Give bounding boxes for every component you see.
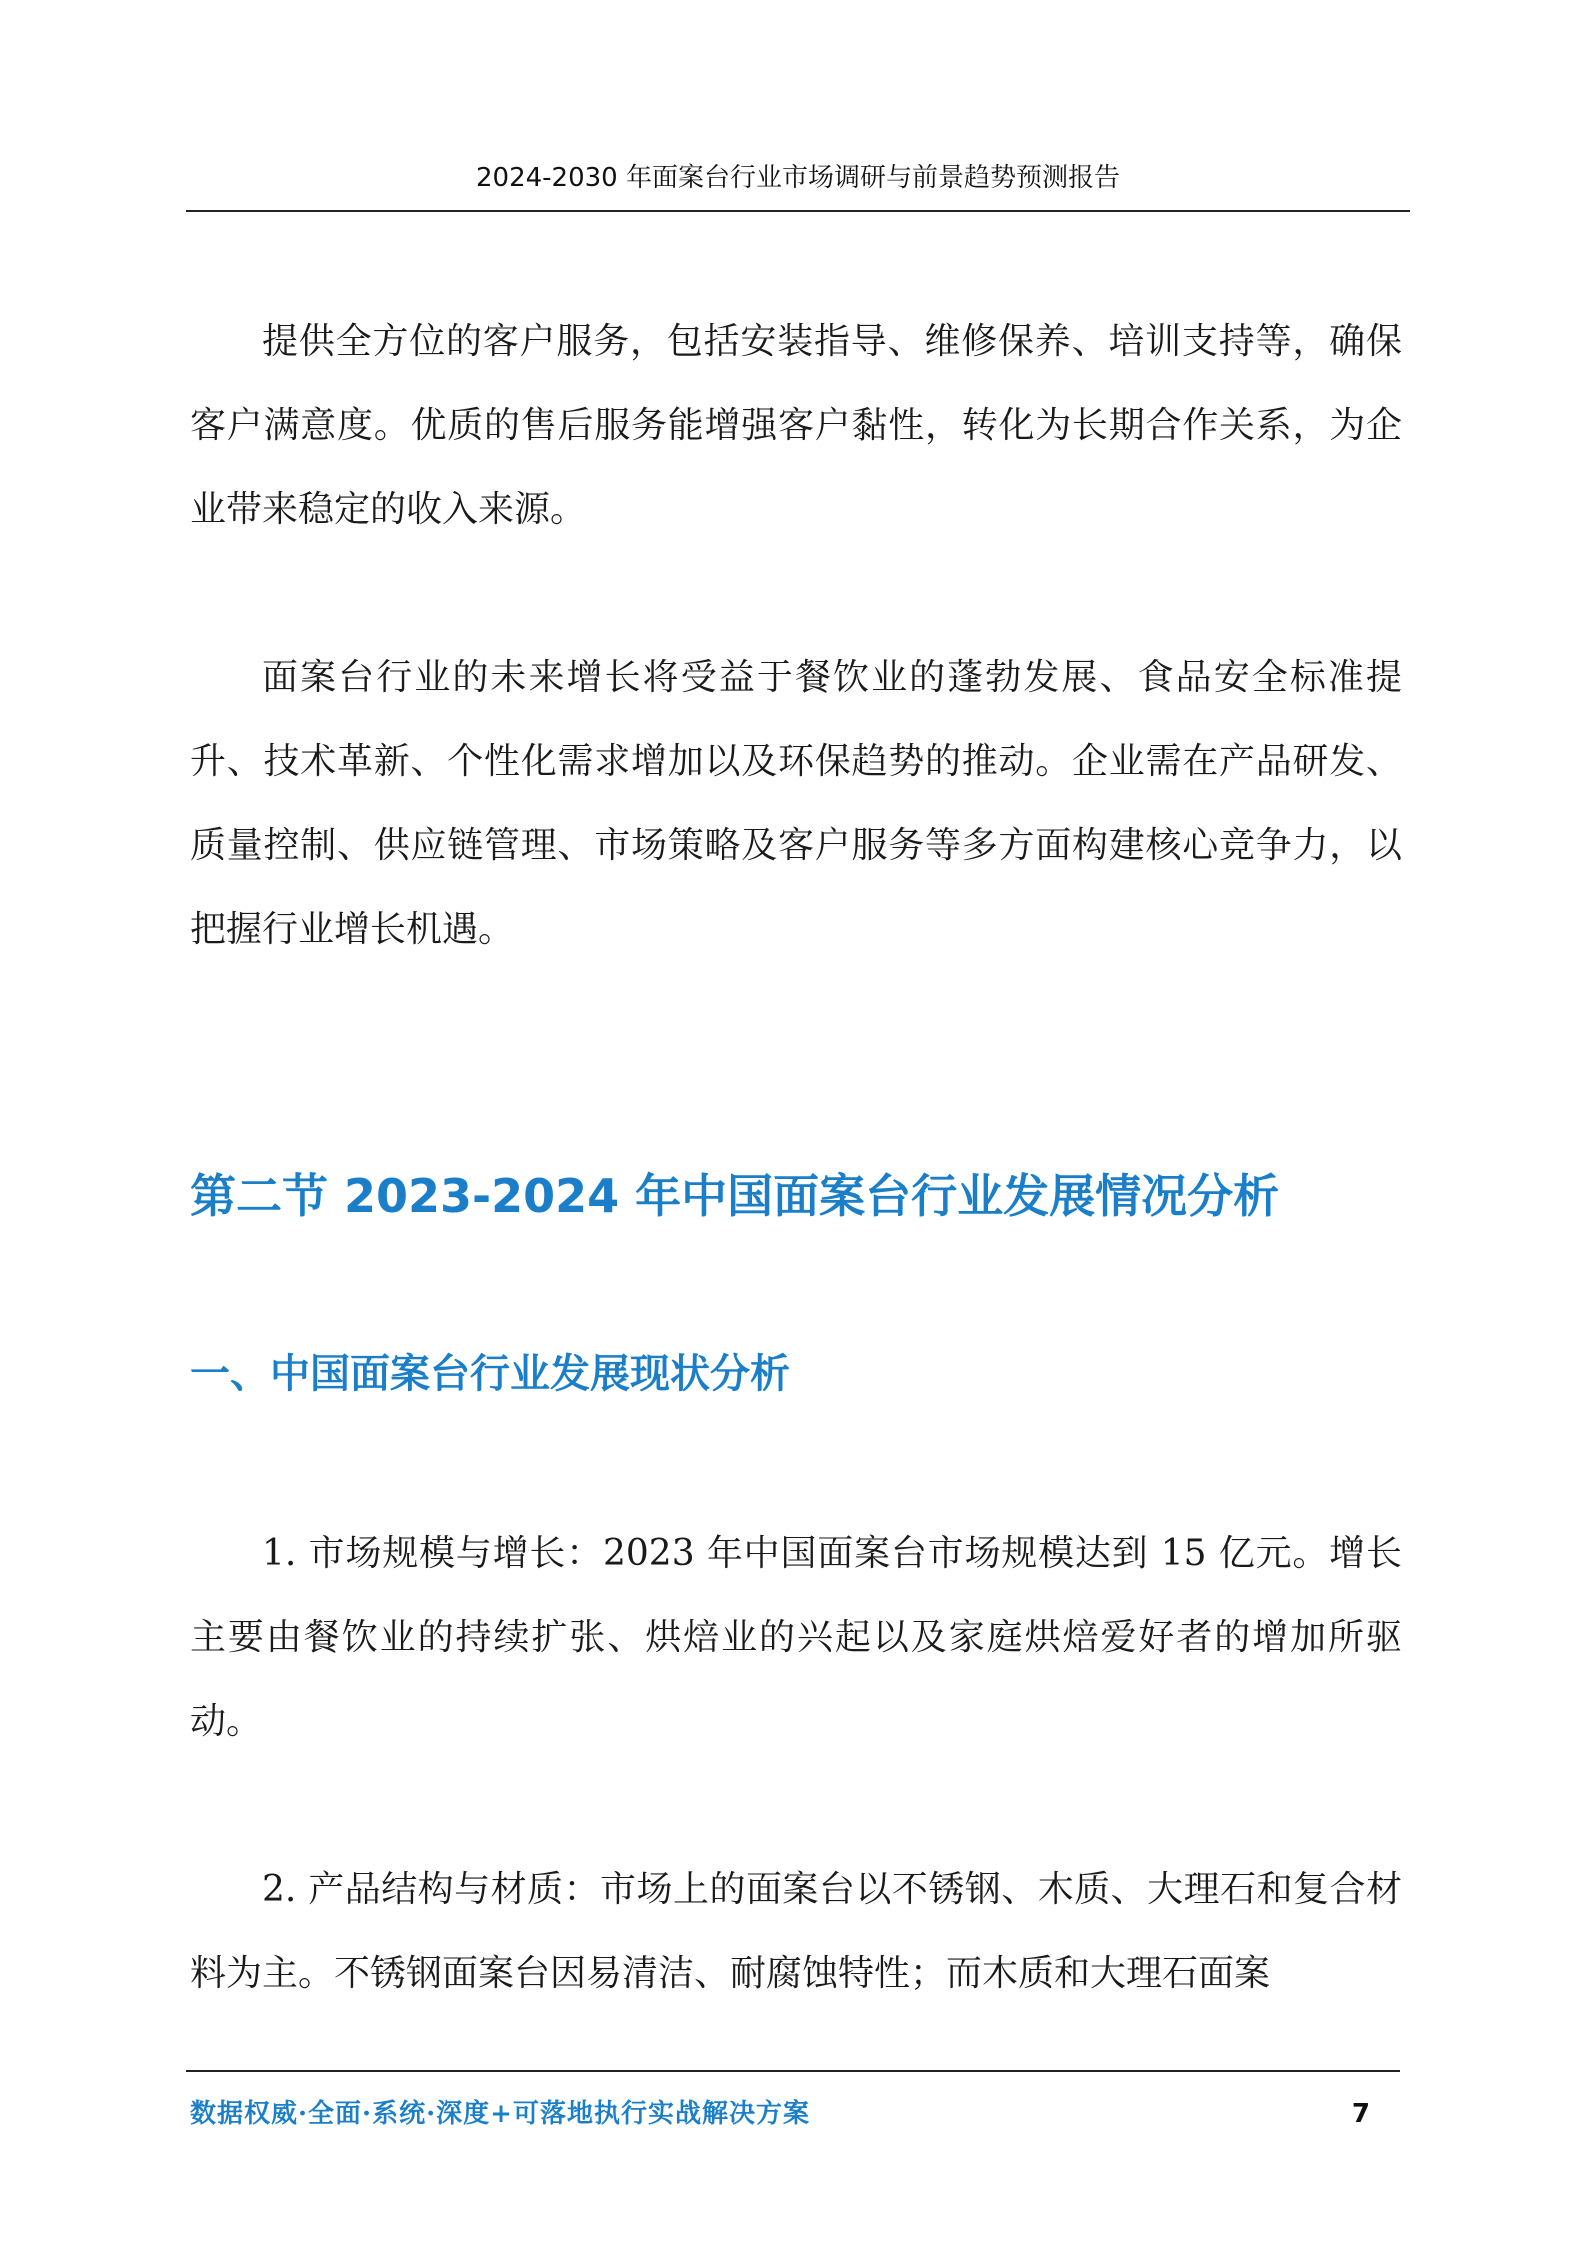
list-item-product-structure: 2. 产品结构与材质：市场上的面案台以不锈钢、木质、大理石和复合材料为主。不锈钢面案台因易清洁、耐腐蚀特性；而木质和大理石面案: [190, 1869, 1402, 1994]
header-divider: [186, 210, 1410, 212]
section-heading: 第二节 2023-2024 年中国面案台行业发展情况分析: [190, 1169, 1280, 1223]
list-item-market-size: 1. 市场规模与增长：2023 年中国面案台市场规模达到 15 亿元。增长主要由餐饮业的持续扩张、烘焙业的兴起以及家庭烘焙爱好者的增加所驱动。: [190, 1533, 1402, 1742]
footer-slogan: 数据权威·全面·系统·深度+可落地执行实战解决方案: [190, 2099, 810, 2129]
sub-heading: 一、中国面案台行业发展现状分析: [190, 1351, 790, 1397]
paragraph-future-growth: 面案台行业的未来增长将受益于餐饮业的蓬勃发展、食品安全标准提升、技术革新、个性化需求增加以及环保趋势的推动。企业需在产品研发、质量控制、供应链管理、市场策略及客户服务等多方面构建核心竞争力，以把握行业增长机遇。: [190, 657, 1402, 950]
page-number: 7: [1351, 2099, 1370, 2129]
page-header-title: 2024-2030 年面案台行业市场调研与前景趋势预测报告: [476, 163, 1120, 193]
paragraph-after-sales: 提供全方位的客户服务，包括安装指导、维修保养、培训支持等，确保客户满意度。优质的售后服务能增强客户黏性，转化为长期合作关系，为企业带来稳定的收入来源。: [190, 321, 1402, 530]
footer-divider: [186, 2070, 1400, 2072]
